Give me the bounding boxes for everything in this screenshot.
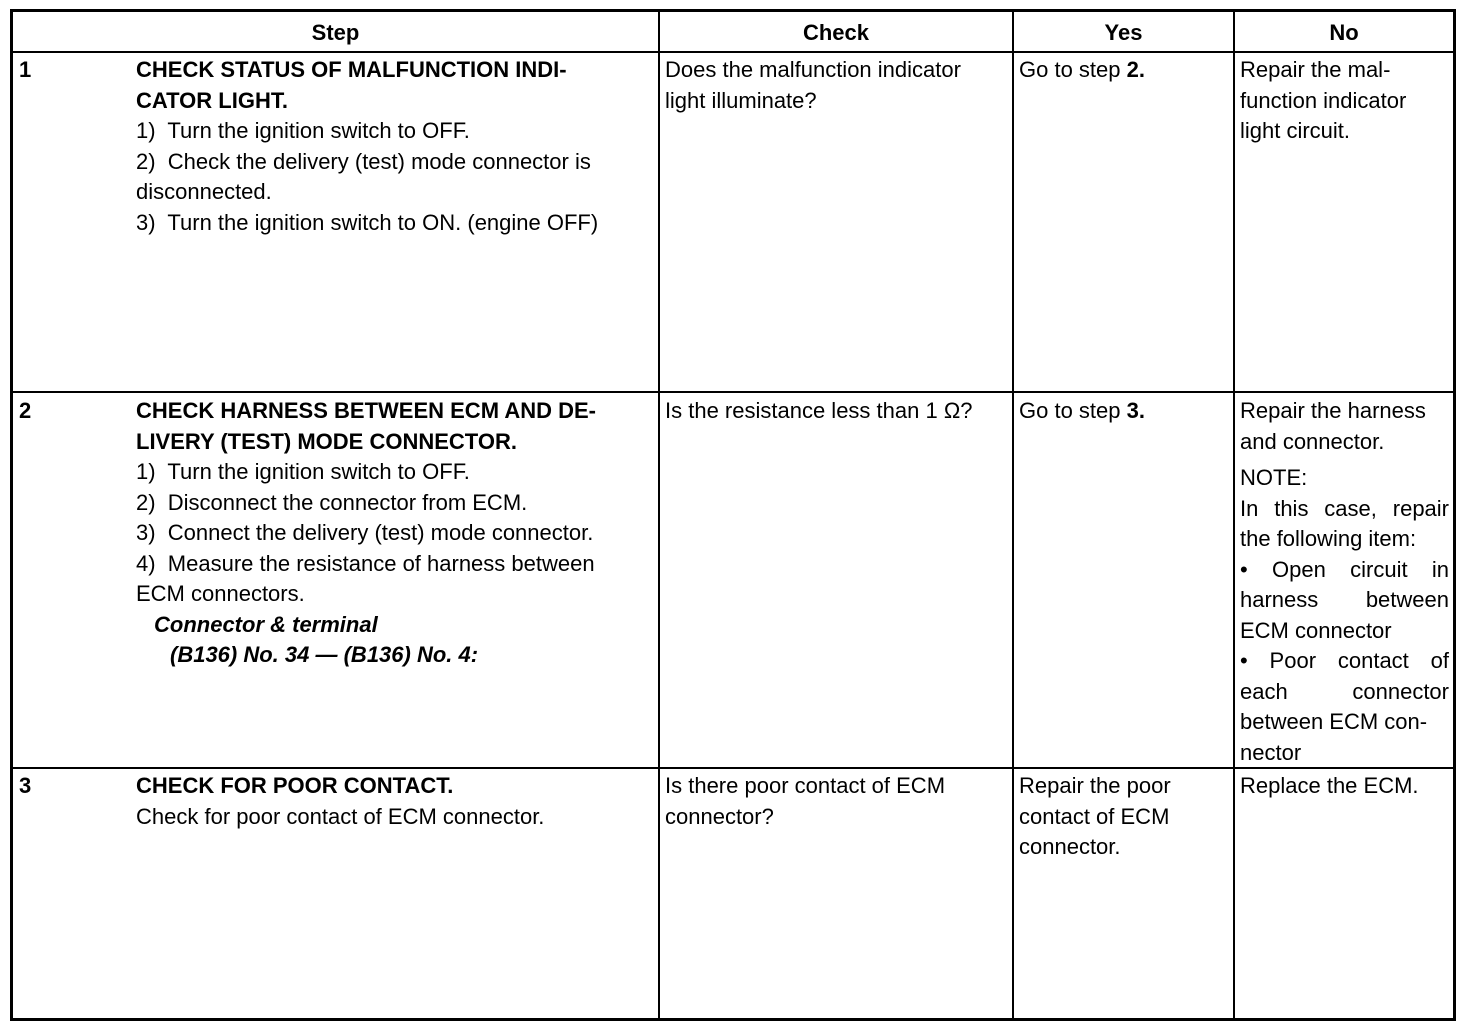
- note-label: NOTE:: [1240, 465, 1308, 490]
- check-text: Does the malfunction indicator: [665, 57, 961, 82]
- spec-value: (B136) No. 34 — (B136) No. 4:: [170, 642, 479, 667]
- note-text: • Open circuit in: [1240, 556, 1449, 582]
- column-divider: [1012, 12, 1014, 1018]
- column-divider: [1233, 12, 1235, 1018]
- note-text: the following item:: [1240, 526, 1417, 551]
- header-check: Check: [802, 20, 870, 45]
- step-instruction: 3) Turn the ignition switch to ON. (engine OFF): [136, 209, 599, 235]
- step-instruction: 1) Turn the ignition switch to OFF.: [136, 118, 470, 143]
- diagnostic-table: [10, 9, 1456, 1021]
- row-divider: [13, 767, 1453, 769]
- no-action: [1240, 771, 1419, 802]
- yes-action: [1019, 55, 1145, 86]
- row-divider: [13, 391, 1453, 393]
- no-text: Repair the harness: [1240, 398, 1426, 423]
- yes-text: connector.: [1019, 834, 1121, 859]
- step-title: LIVERY (TEST) MODE CONNECTOR.: [136, 428, 517, 454]
- step-description: [136, 396, 656, 671]
- header-step: Step: [311, 20, 360, 45]
- note-text: harness between: [1240, 587, 1449, 612]
- no-action: [1240, 396, 1449, 768]
- step-instruction: 2) Check the delivery (test) mode connector is: [136, 148, 591, 174]
- note-text: each connector: [1240, 678, 1449, 704]
- step-description: [136, 771, 656, 832]
- check-text: Is the resistance less than 1 Ω?: [665, 398, 973, 423]
- spec-label: Connector & terminal: [154, 611, 378, 637]
- note-text: between ECM con-: [1240, 709, 1428, 734]
- step-number-text: 2: [19, 398, 32, 423]
- yes-text: Repair the poor: [1019, 773, 1171, 798]
- yes-text: Go to step: [1019, 57, 1127, 82]
- header-no: No: [1329, 20, 1359, 45]
- yes-action: [1019, 771, 1171, 863]
- check-question: [665, 396, 973, 427]
- yes-text: contact of ECM: [1019, 803, 1170, 829]
- step-instruction: 3) Connect the delivery (test) mode connector.: [136, 520, 594, 545]
- check-question: [665, 55, 961, 116]
- step-instruction: disconnected.: [136, 179, 272, 204]
- step-title: CHECK HARNESS BETWEEN ECM AND DE-: [136, 398, 596, 423]
- no-text: Replace the ECM.: [1240, 773, 1419, 798]
- check-text: Is there poor contact of ECM: [665, 773, 946, 798]
- step-title: CHECK FOR POOR CONTACT.: [136, 773, 454, 798]
- note-text: nector: [1240, 739, 1302, 765]
- step-title: CHECK STATUS OF MALFUNCTION INDI-: [136, 57, 567, 82]
- step-description: [136, 55, 656, 238]
- step-instruction: ECM connectors.: [136, 581, 305, 606]
- check-text: connector?: [665, 803, 774, 829]
- yes-step-ref: 2.: [1126, 57, 1145, 82]
- step-number: [19, 55, 31, 86]
- yes-step-ref: 3.: [1126, 398, 1145, 423]
- no-text: and connector.: [1240, 428, 1385, 454]
- no-text: Repair the mal-: [1240, 57, 1391, 82]
- no-text: light circuit.: [1240, 118, 1351, 143]
- note-text: In this case, repair: [1240, 495, 1449, 521]
- step-instruction: 4) Measure the resistance of harness between: [136, 550, 595, 576]
- step-number: [19, 396, 31, 427]
- check-question: [665, 771, 945, 832]
- no-action: [1240, 55, 1406, 147]
- yes-text: Go to step: [1019, 398, 1127, 423]
- step-number-text: 1: [19, 57, 32, 82]
- step-number: [19, 771, 31, 802]
- note-text: ECM connector: [1240, 617, 1392, 643]
- note-text: • Poor contact of: [1240, 648, 1449, 673]
- step-title: CATOR LIGHT.: [136, 87, 288, 113]
- no-text: function indicator: [1240, 87, 1407, 113]
- yes-action: [1019, 396, 1145, 427]
- step-number-text: 3: [19, 773, 32, 798]
- step-instruction: 2) Disconnect the connector from ECM.: [136, 489, 528, 515]
- check-text: light illuminate?: [665, 87, 817, 113]
- column-divider: [658, 12, 660, 1018]
- step-instruction: 1) Turn the ignition switch to OFF.: [136, 459, 470, 484]
- header-yes: Yes: [1104, 20, 1143, 45]
- step-instruction: Check for poor contact of ECM connector.: [136, 803, 545, 829]
